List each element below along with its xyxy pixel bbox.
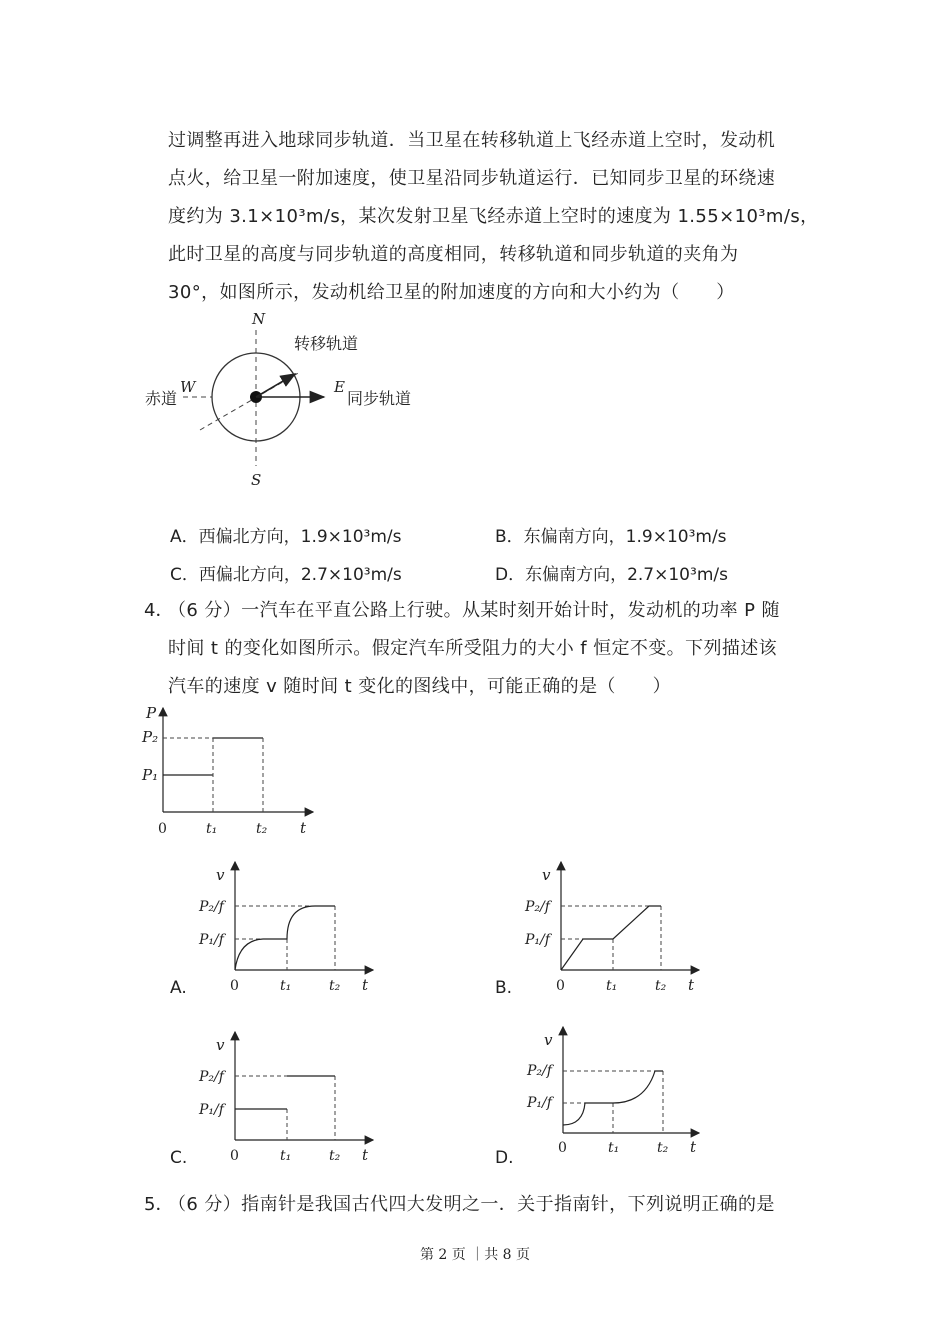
q3-line-5: 30°，如图所示，发动机给卫星的附加速度的方向和大小约为（ ） [168, 282, 735, 303]
q3-option-c[interactable]: C．西偏北方向，2.7×10³m/s [170, 565, 402, 585]
svg-text:P₂/f: P₂/f [199, 899, 224, 915]
page-footer: 第 2 页 ｜共 8 页 [419, 1247, 531, 1263]
q5-line-1: （6 分）指南针是我国古代四大发明之一．关于指南针，下列说明正确的是 [168, 1194, 775, 1215]
q3-line-2: 点火，给卫星一附加速度，使卫星沿同步轨道运行．已知同步卫星的环绕速 [168, 168, 776, 189]
svg-text:v: v [216, 866, 225, 884]
svg-text:P₁/f: P₁/f [527, 1095, 552, 1111]
q5-number: 5． [144, 1194, 174, 1215]
svg-text:t: t [690, 1138, 697, 1156]
origin-label: 0 [158, 821, 167, 837]
q3-option-d[interactable]: D．东偏南方向，2.7×10³m/s [495, 565, 728, 585]
svg-text:t₁: t₁ [280, 1148, 292, 1164]
graph-a [235, 862, 373, 970]
p2-label: P₂ [142, 728, 159, 746]
svg-text:t₂: t₂ [329, 1148, 341, 1164]
svg-text:P₁/f: P₁/f [199, 932, 224, 948]
q4-line-3: 汽车的速度 v 随时间 t 变化的图线中，可能正确的是（ ） [168, 676, 671, 697]
svg-text:P₂/f: P₂/f [199, 1069, 224, 1085]
q4-option-d[interactable]: D. [495, 1148, 514, 1168]
graph-d [563, 1027, 699, 1133]
svg-text:0: 0 [230, 1148, 239, 1164]
label-south: S [251, 471, 262, 489]
label-transfer-orbit: 转移轨道 [294, 334, 359, 353]
svg-text:t₂: t₂ [657, 1140, 669, 1156]
q4-option-c[interactable]: C. [170, 1148, 188, 1168]
graph-c [235, 1032, 373, 1140]
p1-label: P₁ [142, 766, 159, 784]
svg-text:t₂: t₂ [655, 978, 667, 994]
q3-line-1: 过调整再进入地球同步轨道．当卫星在转移轨道上飞经赤道上空时，发动机 [168, 130, 776, 151]
svg-text:0: 0 [558, 1140, 567, 1156]
q3-line-3: 度约为 3.1×10³m/s，某次发射卫星飞经赤道上空时的速度为 1.55×10³m/s， [168, 206, 819, 227]
svg-text:t₂: t₂ [329, 978, 341, 994]
label-east: E [334, 378, 345, 396]
t2-label: t₂ [256, 821, 268, 837]
svg-text:P₁/f: P₁/f [525, 932, 550, 948]
t1-label: t₁ [206, 821, 218, 837]
svg-text:t₁: t₁ [606, 978, 618, 994]
svg-text:v: v [544, 1031, 553, 1049]
q4-line-1: （6 分）一汽车在平直公路上行驶。从某时刻开始计时，发动机的功率 P 随 [168, 600, 780, 621]
label-north: N [252, 310, 266, 328]
q4-line-2: 时间 t 的变化如图所示。假定汽车所受阻力的大小 f 恒定不变。下列描述该 [168, 638, 778, 659]
label-equator: 赤道 [145, 389, 178, 408]
q3-option-a[interactable]: A．西偏北方向，1.9×10³m/s [170, 527, 402, 547]
svg-text:t: t [362, 976, 369, 994]
q3-option-b[interactable]: B．东偏南方向，1.9×10³m/s [495, 527, 727, 547]
t-axis-label: t [300, 819, 307, 837]
svg-text:t: t [688, 976, 695, 994]
svg-text:P₂/f: P₂/f [527, 1063, 552, 1079]
graph-b [561, 862, 699, 970]
q4-option-b[interactable]: B. [495, 978, 513, 998]
label-sync-orbit: 同步轨道 [347, 389, 412, 408]
svg-text:P₁/f: P₁/f [199, 1102, 224, 1118]
q3-line-4: 此时卫星的高度与同步轨道的高度相同，转移轨道和同步轨道的夹角为 [168, 244, 739, 265]
svg-text:t₁: t₁ [608, 1140, 620, 1156]
svg-text:v: v [542, 866, 551, 884]
svg-text:P₂/f: P₂/f [525, 899, 550, 915]
q4-option-a[interactable]: A. [170, 978, 187, 998]
svg-text:t: t [362, 1146, 369, 1164]
svg-text:0: 0 [230, 978, 239, 994]
svg-text:v: v [216, 1036, 225, 1054]
p-axis-label: P [146, 704, 157, 722]
svg-text:0: 0 [556, 978, 565, 994]
svg-text:t₁: t₁ [280, 978, 292, 994]
label-west: W [180, 378, 196, 396]
q4-number: 4． [144, 600, 174, 621]
